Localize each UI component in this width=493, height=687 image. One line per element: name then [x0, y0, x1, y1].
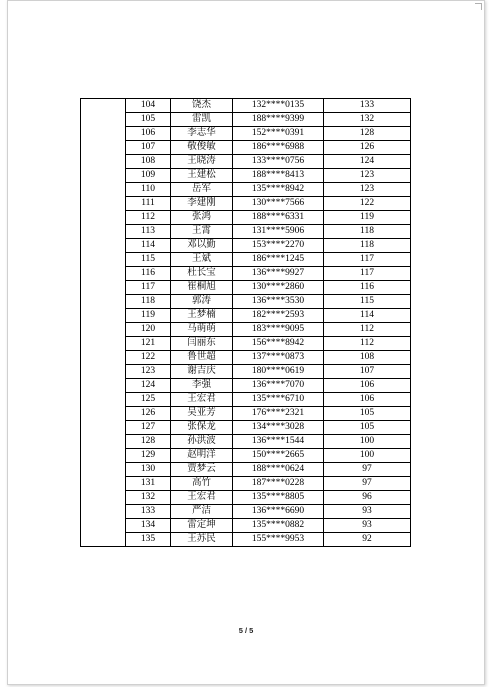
name-cell: 王宏君	[171, 393, 233, 407]
table-row	[81, 519, 411, 533]
rank-number-cell: 133	[126, 505, 171, 519]
phone-cell: 183****9095	[233, 323, 324, 337]
rank-number-cell: 119	[126, 309, 171, 323]
rank-number-cell: 116	[126, 267, 171, 281]
rank-number-cell: 106	[126, 127, 171, 141]
table-row	[81, 309, 411, 323]
name-cell: 李志华	[171, 127, 233, 141]
phone-cell: 188****6331	[233, 211, 324, 225]
score-cell: 123	[324, 169, 411, 183]
table-row	[81, 365, 411, 379]
score-cell: 93	[324, 505, 411, 519]
name-cell: 岳军	[171, 183, 233, 197]
name-cell: 闫丽东	[171, 337, 233, 351]
name-cell: 王建松	[171, 169, 233, 183]
name-cell: 张保龙	[171, 421, 233, 435]
table-row	[81, 197, 411, 211]
name-cell: 谢吉庆	[171, 365, 233, 379]
rank-number-cell: 118	[126, 295, 171, 309]
score-cell: 128	[324, 127, 411, 141]
score-cell: 106	[324, 379, 411, 393]
name-cell: 严洁	[171, 505, 233, 519]
score-cell: 96	[324, 491, 411, 505]
name-cell: 赵明洋	[171, 449, 233, 463]
score-cell: 105	[324, 421, 411, 435]
score-cell: 100	[324, 449, 411, 463]
phone-cell: 135****6710	[233, 393, 324, 407]
rank-number-cell: 129	[126, 449, 171, 463]
phone-cell: 132****0135	[233, 99, 324, 113]
phone-cell: 134****3028	[233, 421, 324, 435]
merged-category-cell	[81, 99, 126, 547]
rank-number-cell: 104	[126, 99, 171, 113]
phone-cell: 135****0882	[233, 519, 324, 533]
score-cell: 108	[324, 351, 411, 365]
rank-number-cell: 107	[126, 141, 171, 155]
table-row	[81, 211, 411, 225]
score-cell: 118	[324, 239, 411, 253]
score-cell: 97	[324, 463, 411, 477]
name-cell: 王宏君	[171, 491, 233, 505]
name-cell: 高竹	[171, 477, 233, 491]
table-row	[81, 253, 411, 267]
rank-number-cell: 113	[126, 225, 171, 239]
rank-number-cell: 123	[126, 365, 171, 379]
score-cell: 119	[324, 211, 411, 225]
score-cell: 97	[324, 477, 411, 491]
table-row	[81, 183, 411, 197]
phone-cell: 187****0228	[233, 477, 324, 491]
phone-cell: 137****0873	[233, 351, 324, 365]
rank-number-cell: 125	[126, 393, 171, 407]
table-row	[81, 393, 411, 407]
score-cell: 112	[324, 323, 411, 337]
rank-number-cell: 110	[126, 183, 171, 197]
rank-number-cell: 126	[126, 407, 171, 421]
score-cell: 132	[324, 113, 411, 127]
rank-number-cell: 134	[126, 519, 171, 533]
name-cell: 鲁世超	[171, 351, 233, 365]
rank-number-cell: 131	[126, 477, 171, 491]
phone-cell: 131****5906	[233, 225, 324, 239]
rank-number-cell: 132	[126, 491, 171, 505]
name-cell: 张鸿	[171, 211, 233, 225]
score-cell: 133	[324, 99, 411, 113]
table-row	[81, 435, 411, 449]
phone-cell: 130****2860	[233, 281, 324, 295]
name-cell: 杜长宝	[171, 267, 233, 281]
name-cell: 李建刚	[171, 197, 233, 211]
name-cell: 崔桐旭	[171, 281, 233, 295]
phone-cell: 136****1544	[233, 435, 324, 449]
rank-number-cell: 127	[126, 421, 171, 435]
rank-number-cell: 121	[126, 337, 171, 351]
score-cell: 92	[324, 533, 411, 547]
rank-number-cell: 135	[126, 533, 171, 547]
phone-cell: 182****2593	[233, 309, 324, 323]
phone-cell: 188****0624	[233, 463, 324, 477]
name-cell: 贾梦云	[171, 463, 233, 477]
phone-cell: 136****9927	[233, 267, 324, 281]
phone-cell: 186****1245	[233, 253, 324, 267]
rank-number-cell: 111	[126, 197, 171, 211]
phone-cell: 152****0391	[233, 127, 324, 141]
phone-cell: 180****0619	[233, 365, 324, 379]
name-cell: 王斌	[171, 253, 233, 267]
table-row	[81, 127, 411, 141]
score-cell: 114	[324, 309, 411, 323]
table-row	[81, 323, 411, 337]
table-row	[81, 379, 411, 393]
rank-number-cell: 108	[126, 155, 171, 169]
rank-number-cell: 124	[126, 379, 171, 393]
table-row	[81, 505, 411, 519]
table-row	[81, 491, 411, 505]
rank-number-cell: 114	[126, 239, 171, 253]
table-row	[81, 141, 411, 155]
table-row	[81, 225, 411, 239]
score-cell: 100	[324, 435, 411, 449]
page-corner-mark	[475, 3, 482, 10]
name-cell: 李强	[171, 379, 233, 393]
phone-cell: 130****7566	[233, 197, 324, 211]
page-number: 5 / 5	[238, 626, 254, 635]
name-cell: 王霄	[171, 225, 233, 239]
name-cell: 敬俊敏	[171, 141, 233, 155]
name-cell: 雷凯	[171, 113, 233, 127]
phone-cell: 135****8805	[233, 491, 324, 505]
phone-cell: 135****8942	[233, 183, 324, 197]
score-cell: 117	[324, 267, 411, 281]
name-cell: 马萌萌	[171, 323, 233, 337]
phone-cell: 188****9399	[233, 113, 324, 127]
name-cell: 王苏民	[171, 533, 233, 547]
score-cell: 126	[324, 141, 411, 155]
table-row	[81, 477, 411, 491]
name-cell: 郭涛	[171, 295, 233, 309]
rank-number-cell: 112	[126, 211, 171, 225]
score-cell: 123	[324, 183, 411, 197]
score-cell: 106	[324, 393, 411, 407]
rank-number-cell: 105	[126, 113, 171, 127]
phone-cell: 150****2665	[233, 449, 324, 463]
phone-cell: 133****0756	[233, 155, 324, 169]
phone-cell: 188****8413	[233, 169, 324, 183]
table-row	[81, 533, 411, 547]
phone-cell: 153****2270	[233, 239, 324, 253]
phone-cell: 155****9953	[233, 533, 324, 547]
ranking-table	[80, 98, 411, 547]
score-cell: 107	[324, 365, 411, 379]
table-row	[81, 351, 411, 365]
phone-cell: 136****3530	[233, 295, 324, 309]
table-row	[81, 407, 411, 421]
table-row	[81, 449, 411, 463]
name-cell: 吴亚芳	[171, 407, 233, 421]
score-cell: 112	[324, 337, 411, 351]
table-row	[81, 281, 411, 295]
phone-cell: 136****7070	[233, 379, 324, 393]
table-row	[81, 267, 411, 281]
table-row	[81, 99, 411, 113]
table-row	[81, 113, 411, 127]
score-cell: 124	[324, 155, 411, 169]
name-cell: 邓以勤	[171, 239, 233, 253]
table-row	[81, 295, 411, 309]
rank-number-cell: 120	[126, 323, 171, 337]
table-row	[81, 463, 411, 477]
score-cell: 115	[324, 295, 411, 309]
rank-number-cell: 115	[126, 253, 171, 267]
phone-cell: 176****2321	[233, 407, 324, 421]
rank-number-cell: 117	[126, 281, 171, 295]
table-row	[81, 169, 411, 183]
name-cell: 雷定坤	[171, 519, 233, 533]
name-cell: 王梦楠	[171, 309, 233, 323]
ranking-table-body	[81, 99, 411, 547]
name-cell: 饶杰	[171, 99, 233, 113]
table-row	[81, 239, 411, 253]
score-cell: 122	[324, 197, 411, 211]
score-cell: 118	[324, 225, 411, 239]
table-row	[81, 421, 411, 435]
table-row	[81, 337, 411, 351]
score-cell: 105	[324, 407, 411, 421]
phone-cell: 186****6988	[233, 141, 324, 155]
name-cell: 孙洪波	[171, 435, 233, 449]
document-page	[7, 0, 485, 685]
table-row	[81, 155, 411, 169]
score-cell: 93	[324, 519, 411, 533]
score-cell: 117	[324, 253, 411, 267]
score-cell: 116	[324, 281, 411, 295]
phone-cell: 156****8942	[233, 337, 324, 351]
rank-number-cell: 109	[126, 169, 171, 183]
phone-cell: 136****6690	[233, 505, 324, 519]
name-cell: 王晓涛	[171, 155, 233, 169]
rank-number-cell: 122	[126, 351, 171, 365]
rank-number-cell: 128	[126, 435, 171, 449]
rank-number-cell: 130	[126, 463, 171, 477]
